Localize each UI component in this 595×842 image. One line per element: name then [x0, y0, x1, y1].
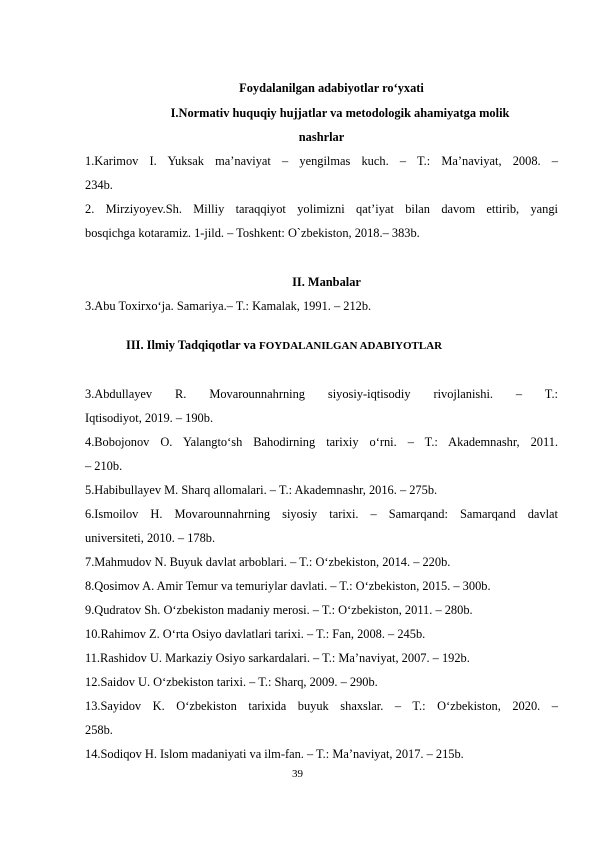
- section1-heading: I.Normativ huquqiy hujjatlar va metodologik ahamiyatga molik: [170, 106, 510, 120]
- list-item-cont: – 210b.: [85, 459, 123, 473]
- list-item-cont: 258b.: [85, 723, 113, 737]
- section2-heading: II. Manbalar: [292, 275, 361, 289]
- list-item: 9.Qudratov Sh. O‘zbekiston madaniy merosi. – T.: O‘zbekiston, 2011. – 280b.: [85, 603, 473, 617]
- page-number: 39: [292, 768, 303, 780]
- list-item: 14.Sodiqov H. Islom madaniyati va ilm-fan. – T.: Ma’naviyat, 2017. – 215b.: [85, 747, 464, 761]
- list-item-cont: 234b.: [85, 178, 113, 192]
- list-item: 2. Mirziyoyev.Sh. Milliy taraqqiyot yolimizni qat’iyat bilan davom ettirib, yangi: [85, 202, 558, 216]
- list-item: 1.Karimov I. Yuksak ma’naviyat – yengilmas kuch. – T.: Ma’naviyat, 2008. –: [85, 154, 558, 168]
- page-title: Foydalanilgan adabiyotlar ro‘yxati: [239, 81, 424, 95]
- list-item: 8.Qosimov A. Amir Temur va temuriylar davlati. – T.: O‘zbekiston, 2015. – 300b.: [85, 579, 491, 593]
- list-item: 6.Ismoilov H. Movarounnahrning siyosiy tarixi. – Samarqand: Samarqand davlat: [85, 507, 558, 521]
- section3-heading-part2: FOYDALANILGAN ADABIYOTLAR: [259, 340, 443, 352]
- list-item: 13.Sayidov K. O‘zbekiston tarixida buyuk shaxslar. – T.: O‘zbekiston, 2020. –: [85, 699, 558, 713]
- list-item-cont: universiteti, 2010. – 178b.: [85, 531, 216, 545]
- list-item: 12.Saidov U. O‘zbekiston tarixi. – T.: Sharq, 2009. – 290b.: [85, 675, 378, 689]
- list-item: 5.Habibullayev M. Sharq allomalari. – T.: Akademnashr, 2016. – 275b.: [85, 483, 438, 497]
- section3-heading-part1: III. Ilmiy Tadqiqotlar va: [126, 338, 260, 352]
- section1-heading-cont: nashrlar: [298, 130, 345, 144]
- list-item: 4.Bobojonov O. Yalangto‘sh Bahodirning tarixiy o‘rni. – T.: Akademnashr, 2011.: [85, 435, 558, 449]
- section3-heading: [126, 337, 556, 354]
- list-item-cont: Iqtisodiyot, 2019. – 190b.: [85, 411, 214, 425]
- list-item: 7.Mahmudov N. Buyuk davlat arboblari. – T.: O‘zbekiston, 2014. – 220b.: [85, 555, 451, 569]
- list-item: 11.Rashidov U. Markaziy Osiyo sarkardalari. – T.: Ma’naviyat, 2007. – 192b.: [85, 651, 470, 665]
- list-item: 3.Abu Toxirxo‘ja. Samariya.– T.: Kamalak, 1991. – 212b.: [85, 299, 372, 313]
- list-item: 3.Abdullayev R. Movarounnahrning siyosiy-iqtisodiy rivojlanishi. – T.:: [85, 387, 558, 401]
- list-item: 10.Rahimov Z. O‘rta Osiyo davlatlari tarixi. – T.: Fan, 2008. – 245b.: [85, 627, 426, 641]
- list-item-cont: bosqichga kotaramiz. 1-jild. – Toshkent: O`zbekiston, 2018.– 383b.: [85, 226, 420, 240]
